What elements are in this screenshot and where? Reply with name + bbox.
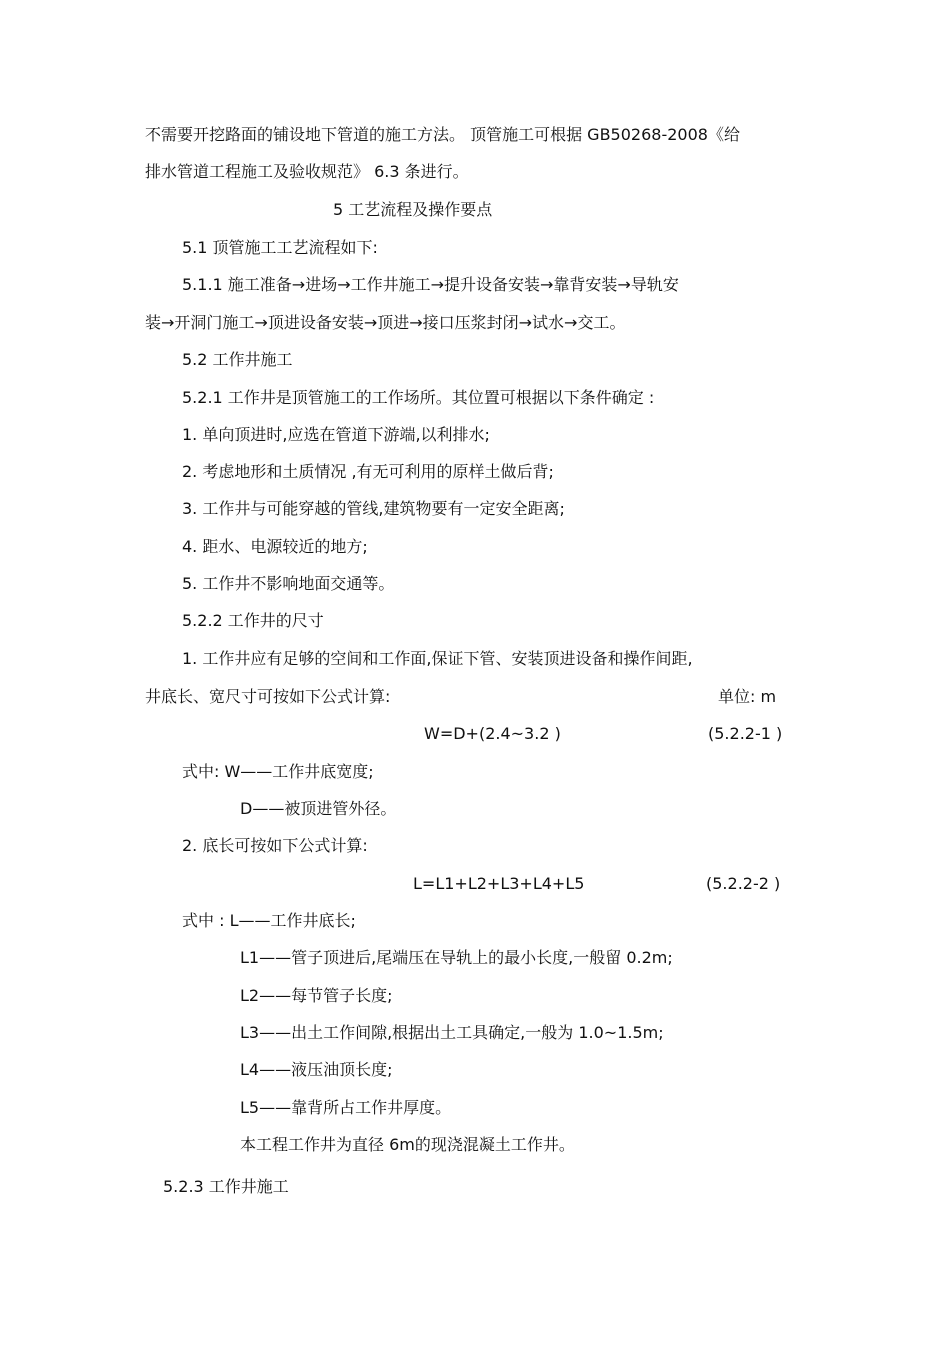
heading-5-2: 5.2 工作井施工 [182,350,293,369]
dimension-para-2: 2. 底长可按如下公式计算: [182,836,368,855]
project-note: 本工程工作井为直径 6m的现浇混凝土工作井。 [240,1135,575,1154]
intro-line-2: 排水管道工程施工及验收规范》 6.3 条进行。 [145,162,469,181]
where-l4: L4——液压油顶长度; [240,1060,393,1079]
condition-item-4: 4. 距水、电源较近的地方; [182,537,368,556]
where-l5: L5——靠背所占工作井厚度。 [240,1098,452,1117]
intro-line-1: 不需要开挖路面的铺设地下管道的施工方法。 顶管施工可根据 GB50268-2008《给 [145,125,740,144]
condition-item-3: 3. 工作井与可能穿越的管线,建筑物要有一定安全距离; [182,499,565,518]
condition-item-5: 5. 工作井不影响地面交通等。 [182,574,395,593]
where-l2: L2——每节管子长度; [240,986,393,1005]
heading-5-2-3: 5.2.3 工作井施工 [163,1177,289,1196]
where-d: D——被顶进管外径。 [240,799,397,818]
formula-length: L=L1+L2+L3+L4+L5 [413,874,585,893]
where-l3: L3——出土工作间隙,根据出土工具确定,一般为 1.0~1.5m; [240,1023,664,1042]
where-l: 式中 : L——工作井底长; [182,911,356,930]
dimension-para-1-line-1: 1. 工作井应有足够的空间和工作面,保证下管、安装顶进设备和操作间距, [182,649,693,668]
formula-width-number: (5.2.2-1 ) [708,724,783,743]
formula-length-number: (5.2.2-2 ) [706,874,781,893]
where-w: 式中: W——工作井底宽度; [182,762,374,781]
where-l1: L1——管子顶进后,尾端压在导轨上的最小长度,一般留 0.2m; [240,948,673,967]
para-5-2-1: 5.2.1 工作井是顶管施工的工作场所。其位置可根据以下条件确定 : [182,388,655,407]
condition-item-2: 2. 考虑地形和土质情况 ,有无可利用的原样土做后背; [182,462,554,481]
section-5-title: 5 工艺流程及操作要点 [333,200,493,219]
heading-5-2-2: 5.2.2 工作井的尺寸 [182,611,324,630]
condition-item-1: 1. 单向顶进时,应选在管道下游端,以利排水; [182,425,490,444]
unit-label: 单位: m [718,687,777,706]
formula-width: W=D+(2.4~3.2 ) [424,724,561,743]
heading-5-1: 5.1 顶管施工工艺流程如下: [182,238,378,257]
para-5-1-1-line-1: 5.1.1 施工准备→进场→工作井施工→提升设备安装→靠背安装→导轨安 [182,275,679,294]
dimension-para-1-line-2: 井底长、宽尺寸可按如下公式计算: [145,687,391,706]
para-5-1-1-line-2: 装→开洞门施工→顶进设备安装→顶进→接口压浆封闭→试水→交工。 [145,313,626,332]
